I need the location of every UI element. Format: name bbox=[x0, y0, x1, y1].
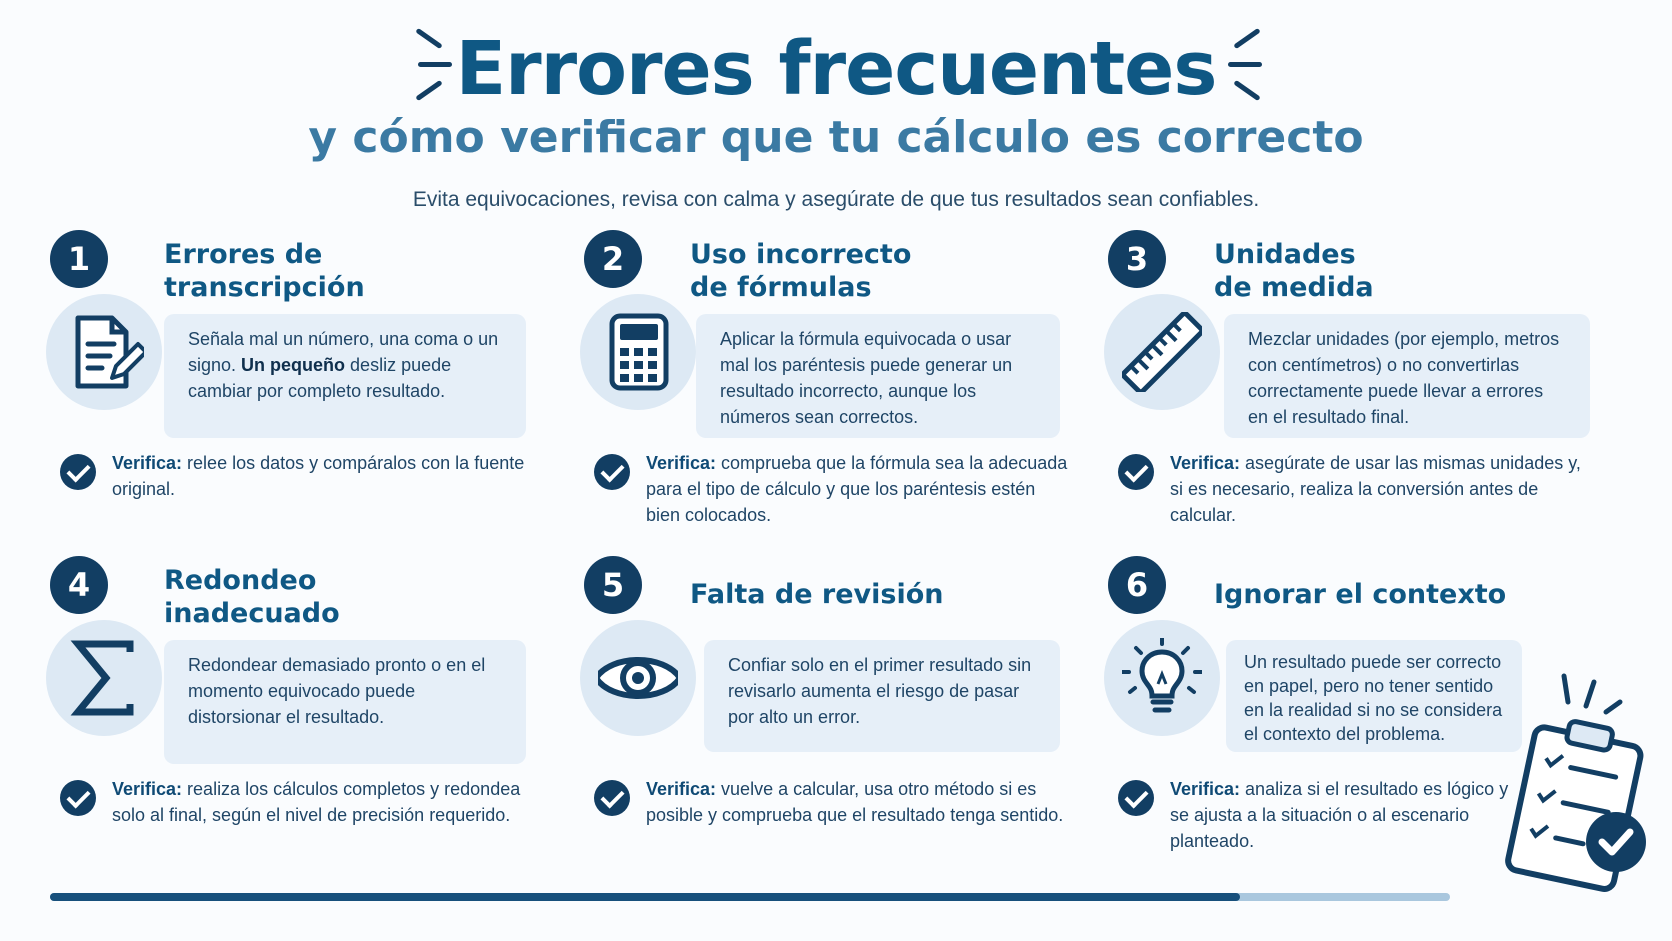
check-icon bbox=[60, 454, 96, 490]
card-number: 6 bbox=[1108, 556, 1166, 614]
page-tagline: Evita equivocaciones, revisa con calma y asegúrate de que tus resultados sean confiables. bbox=[412, 188, 1260, 211]
card-number: 2 bbox=[584, 230, 642, 288]
card-description: Señala mal un número, una coma o un signo. Un pequeño desliz puede cambiar por completo resultado. bbox=[164, 314, 526, 438]
check-icon bbox=[60, 780, 96, 816]
card-number: 4 bbox=[50, 556, 108, 614]
check-icon bbox=[594, 780, 630, 816]
card-title: Falta de revisión bbox=[690, 579, 944, 610]
card-verify: Verifica: asegúrate de usar las mismas unidades y, si es necesario, realiza la conversión antes de calcular. bbox=[1118, 450, 1598, 528]
card-title: Unidades de medida bbox=[1214, 239, 1374, 303]
card-description: Un resultado puede ser correcto en papel, pero no tener sentido en la realidad si no se considera el contexto del problema. bbox=[1226, 640, 1522, 752]
lightbulb-icon bbox=[1104, 620, 1220, 736]
card-verify: Verifica: analiza si el resultado es lógico y se ajusta a la situación o al escenario planteado. bbox=[1118, 776, 1518, 854]
card-title: Uso incorrecto de fórmulas bbox=[690, 239, 912, 303]
card-description: Redondear demasiado pronto o en el momento equivocado puede distorsionar el resultado. bbox=[164, 640, 526, 764]
card-verify: Verifica: realiza los cálculos completos y redondea solo al final, según el nivel de precisión requerido. bbox=[60, 776, 540, 828]
card-verify: Verifica: vuelve a calcular, usa otro método si es posible y comprueba que el resultado tenga sentido. bbox=[594, 776, 1074, 828]
card-number: 1 bbox=[50, 230, 108, 288]
check-icon bbox=[1118, 780, 1154, 816]
clipboard-checklist-icon bbox=[1498, 670, 1658, 900]
error-card-formulas bbox=[584, 230, 1104, 530]
card-verify: Verifica: relee los datos y compáralos con la fuente original. bbox=[60, 450, 540, 502]
card-title: Errores de transcripción bbox=[164, 239, 365, 303]
progress-bar bbox=[50, 893, 1450, 901]
card-description: Confiar solo en el primer resultado sin revisarlo aumenta el riesgo de pasar por alto un error. bbox=[704, 640, 1060, 752]
card-description: Aplicar la fórmula equivocada o usar mal los paréntesis puede generar un resultado incorrecto, aunque los números sean correctos. bbox=[696, 314, 1060, 438]
page-title: Errores frecuentes bbox=[455, 26, 1217, 112]
progress-fill bbox=[50, 893, 1240, 901]
check-icon bbox=[1118, 454, 1154, 490]
eye-icon bbox=[580, 620, 696, 736]
card-number: 5 bbox=[584, 556, 642, 614]
document-pencil-icon bbox=[46, 294, 162, 410]
card-verify: Verifica: comprueba que la fórmula sea la adecuada para el tipo de cálculo y que los paréntesis estén bien colocados. bbox=[594, 450, 1074, 528]
card-description: Mezclar unidades (por ejemplo, metros con centímetros) o no convertirlas correctamente puede llevar a errores en el resultado final. bbox=[1224, 314, 1590, 438]
error-card-units bbox=[1108, 230, 1628, 530]
calculator-icon bbox=[580, 294, 696, 410]
card-title: Redondeo inadecuado bbox=[164, 565, 340, 629]
ruler-icon bbox=[1104, 294, 1220, 410]
error-card-review bbox=[584, 556, 1104, 856]
page-subtitle: y cómo verificar que tu cálculo es correcto bbox=[308, 112, 1364, 163]
error-card-transcription bbox=[50, 230, 570, 530]
error-card-rounding bbox=[50, 556, 570, 856]
card-title: Ignorar el contexto bbox=[1214, 579, 1507, 610]
sigma-icon bbox=[46, 620, 162, 736]
check-icon bbox=[594, 454, 630, 490]
card-number: 3 bbox=[1108, 230, 1166, 288]
